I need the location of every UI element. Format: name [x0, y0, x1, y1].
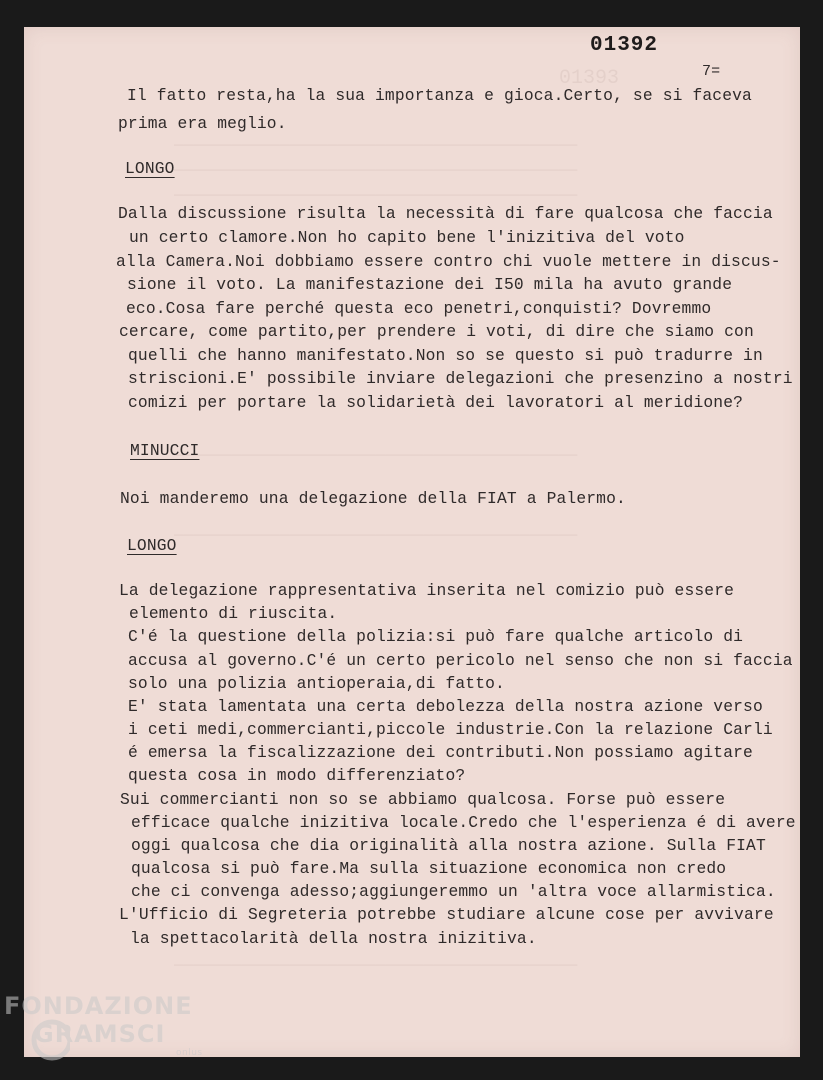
text-line: elemento di riuscita.	[129, 604, 338, 623]
text-line: alla Camera.Noi dobbiamo essere contro chi vuole mettere in discus-	[116, 252, 781, 271]
text-line: prima era meglio.	[118, 114, 287, 133]
bleed-through: ──────────────────────────────────────────	[174, 187, 578, 205]
text-line: qualcosa si può fare.Ma sulla situazione economica non credo	[131, 859, 727, 878]
text-line: accusa al governo.C'é un certo pericolo nel senso che non si faccia	[128, 651, 793, 670]
speaker-heading: LONGO	[125, 159, 175, 178]
speaker-heading: LONGO	[127, 536, 177, 555]
text-line: la spettacolarità della nostra inizitiva.	[130, 929, 537, 948]
document-number: 01392	[590, 34, 659, 57]
text-line: questa cosa in modo differenziato?	[128, 766, 466, 785]
fondazione-gramsci-watermark	[4, 992, 224, 1072]
text-line: i ceti medi,commercianti,piccole industrie.Con la relazione Carli	[128, 720, 773, 739]
text-line: cercare, come partito,per prendere i voti, di dire che siamo con	[119, 322, 754, 341]
bleed-through: ──────────────────────────────────────────	[174, 527, 578, 545]
text-line: un certo clamore.Non ho capito bene l'inizitiva del voto	[129, 228, 685, 247]
bleed-through: ──────────────────────────────────────────	[174, 137, 578, 155]
bleed-through: ──────────────────────────────────────────	[174, 447, 578, 465]
text-line: che ci convenga adesso;aggiungeremmo un 'altra voce allarmistica.	[131, 882, 776, 901]
watermark-line-1: FONDAZIONE	[4, 992, 193, 1020]
bleed-through: 01393	[559, 67, 620, 90]
document-page	[24, 27, 800, 1057]
text-line: L'Ufficio di Segreteria potrebbe studiare alcune cose per avvivare	[119, 905, 774, 924]
watermark-line-3: onlus	[176, 1048, 203, 1058]
text-line: sione il voto. La manifestazione dei I50 mila ha avuto grande	[127, 275, 733, 294]
text-line: comizi per portare la solidarietà dei lavoratori al meridione?	[128, 393, 744, 412]
watermark-line-2: GRAMSCI	[34, 1020, 166, 1048]
text-line: é emersa la fiscalizzazione dei contributi.Non possiamo agitare	[128, 743, 753, 762]
text-line: oggi qualcosa che dia originalità alla nostra azione. Sulla FIAT	[131, 836, 766, 855]
text-line: striscioni.E' possibile inviare delegazioni che presenzino a nostri	[128, 369, 793, 388]
text-line: Noi manderemo una delegazione della FIAT a Palermo.	[120, 489, 626, 508]
text-line: E' stata lamentata una certa debolezza della nostra azione verso	[128, 697, 763, 716]
page-marker: 7=	[702, 63, 721, 80]
text-line: eco.Cosa fare perché questa eco penetri,conquisti? Dovremmo	[126, 299, 712, 318]
text-line: Il fatto resta,ha la sua importanza e gioca.Certo, se si faceva	[127, 86, 752, 105]
text-line: La delegazione rappresentativa inserita nel comizio può essere	[119, 581, 735, 600]
text-line: Dalla discussione risulta la necessità di fare qualcosa che faccia	[118, 204, 773, 223]
bleed-through: ──────────────────────────────────────────	[174, 957, 578, 975]
text-line: solo una polizia antioperaia,di fatto.	[128, 674, 505, 693]
bleed-through: ──────────────────────────────────────────	[174, 162, 578, 180]
text-line: Sui commercianti non so se abbiamo qualcosa. Forse può essere	[120, 790, 726, 809]
text-line: C'é la questione della polizia:si può fare qualche articolo di	[128, 627, 744, 646]
speaker-heading: MINUCCI	[130, 441, 200, 460]
text-line: efficace qualche inizitiva locale.Credo che l'esperienza é di avere	[131, 813, 796, 832]
text-line: quelli che hanno manifestato.Non so se questo si può tradurre in	[128, 346, 763, 365]
